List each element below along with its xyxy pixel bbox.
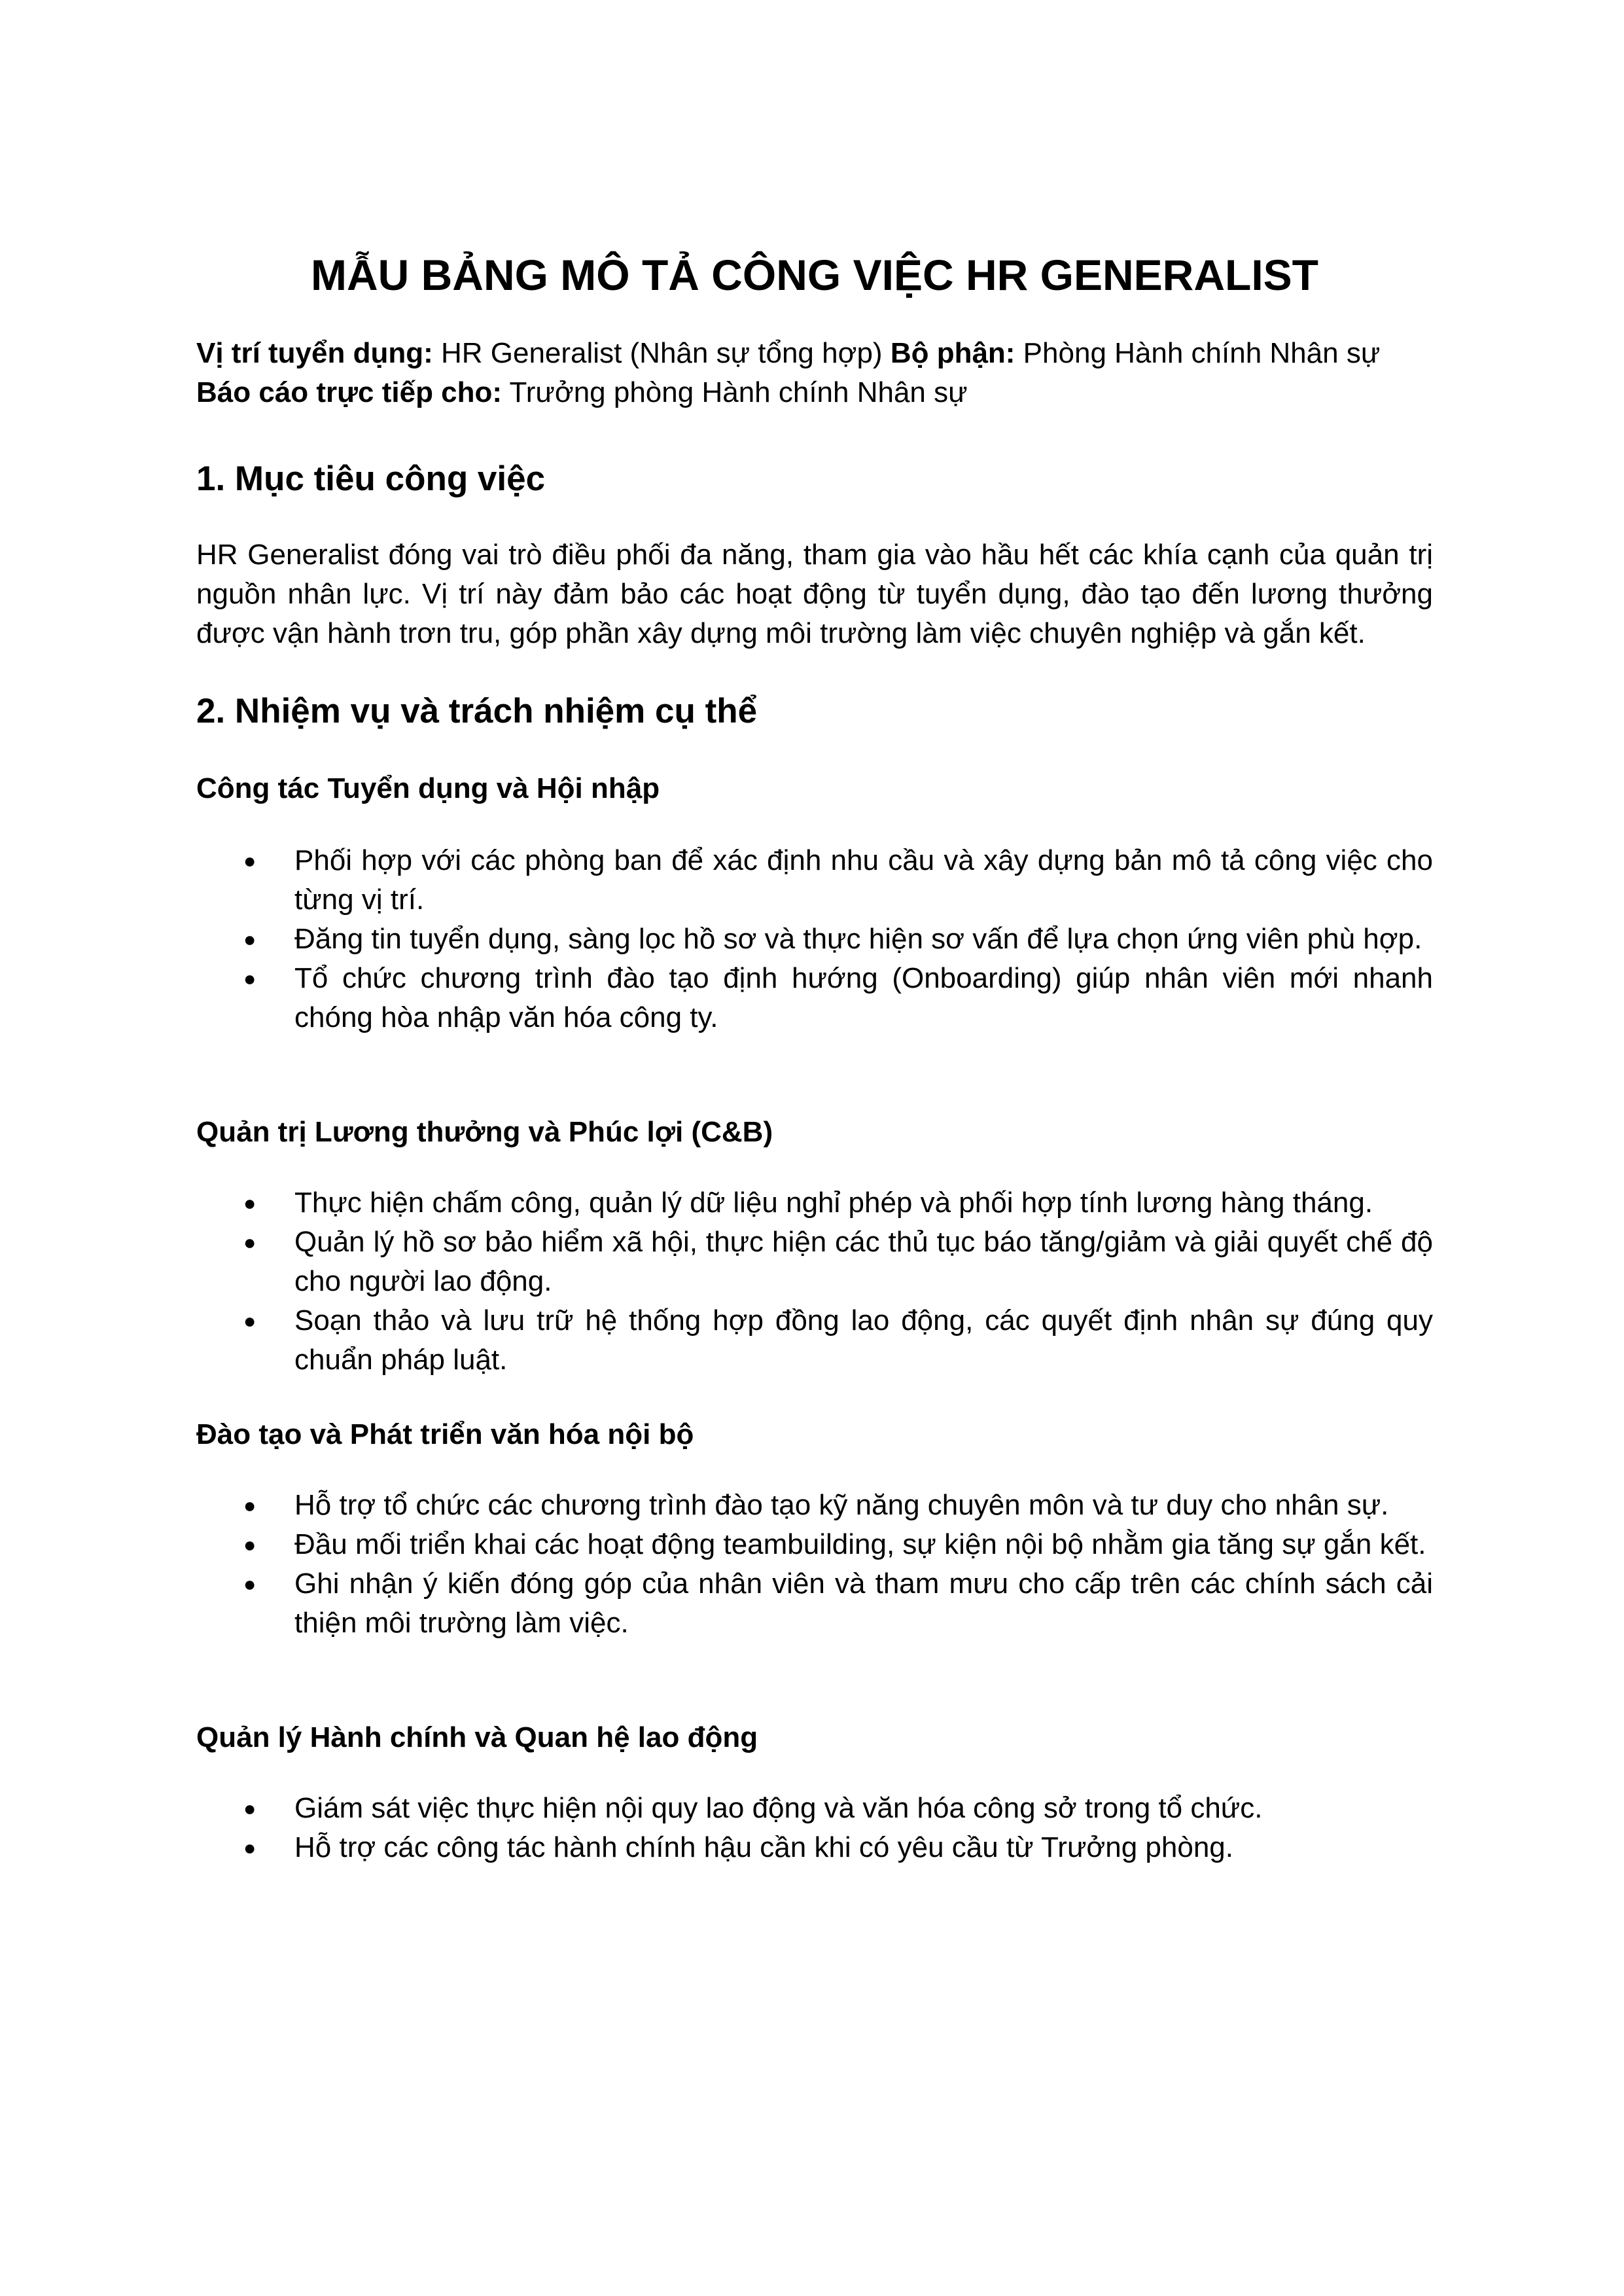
bullet-icon: ● [243,1797,256,1820]
list-item [196,1183,1433,1223]
bullet-icon: ● [243,1494,256,1517]
list-item-text: Soạn thảo và lưu trữ hệ thống hợp đồng lao động, các quyết định nhân sự đúng quy chuẩn pháp luật. [294,1304,1433,1376]
bullet-icon: ● [243,1191,256,1215]
group-heading-training: Đào tạo và Phát triển văn hóa nội bộ [196,1418,694,1450]
list-item-text: Hỗ trợ các công tác hành chính hậu cần khi có yêu cầu từ Trưởng phòng. [294,1831,1234,1863]
list-item [196,1828,1433,1867]
bullet-icon: ● [243,967,256,990]
cb-list [196,1183,1433,1380]
bullet-icon: ● [243,1572,256,1596]
bullet-icon: ● [243,1836,256,1859]
list-item-text: Hỗ trợ tổ chức các chương trình đào tạo kỹ năng chuyên môn và tư duy cho nhân sự. [294,1489,1389,1521]
bullet-icon: ● [243,927,256,951]
group-heading-cb: Quản trị Lương thưởng và Phúc lợi (C&B) [196,1116,773,1148]
bullet-icon: ● [243,849,256,872]
list-item [196,1789,1433,1828]
group-heading-recruitment: Công tác Tuyển dụng và Hội nhập [196,772,660,804]
section-1-title: 1. Mục tiêu công việc [196,459,546,498]
section-2-title: 2. Nhiệm vụ và trách nhiệm cụ thể [196,692,758,730]
department-label: Bộ phận: [890,337,1015,369]
list-item-text: Đăng tin tuyển dụng, sàng lọc hồ sơ và thực hiện sơ vấn để lựa chọn ứng viên phù hợp. [294,923,1422,955]
job-info [196,334,1433,412]
bullet-icon: ● [243,1533,256,1556]
bullet-icon: ● [243,1230,256,1254]
list-item [196,1525,1433,1564]
document-title: MẪU BẢNG MÔ TẢ CÔNG VIỆC HR GENERALIST [310,251,1318,299]
section-1-paragraph: HR Generalist đóng vai trò điều phối đa năng, tham gia vào hầu hết các khía cạnh của quản trị nguồn nhân lực. Vị trí này đảm bảo các hoạt động từ tuyển dụng, đào tạo đến lương thưởng được vận hành trơn tru, góp phần xây dựng môi trường làm việc chuyên nghiệp và gắn kết. [196,539,1433,649]
recruitment-list [196,841,1433,1037]
department-value: Phòng Hành chính Nhân sự [1015,337,1381,369]
report-value: Trưởng phòng Hành chính Nhân sự [502,376,968,408]
list-item [196,1486,1433,1525]
list-item-text: Phối hợp với các phòng ban để xác định nhu cầu và xây dựng bản mô tả công việc cho từng vị trí. [294,844,1433,916]
position-value: HR Generalist (Nhân sự tổng hợp) [432,337,891,369]
list-item [196,841,1433,920]
group-heading-administration: Quản lý Hành chính và Quan hệ lao động [196,1721,758,1753]
list-item-text: Ghi nhận ý kiến đóng góp của nhân viên và tham mưu cho cấp trên các chính sách cải thiện môi trường làm việc. [294,1568,1433,1639]
list-item-text: Tổ chức chương trình đào tạo định hướng (Onboarding) giúp nhân viên mới nhanh chóng hòa nhập văn hóa công ty. [294,962,1433,1033]
report-label: Báo cáo trực tiếp cho: [196,376,503,408]
position-label: Vị trí tuyển dụng: [196,337,433,369]
training-list [196,1486,1433,1643]
list-item-text: Quản lý hồ sơ bảo hiểm xã hội, thực hiện các thủ tục báo tăng/giảm và giải quyết chế độ cho người lao động. [294,1226,1433,1297]
list-item [196,1223,1433,1301]
list-item [196,1301,1433,1380]
administration-list [196,1789,1433,1867]
list-item [196,1564,1433,1643]
list-item-text: Thực hiện chấm công, quản lý dữ liệu nghỉ phép và phối hợp tính lương hàng tháng. [294,1187,1373,1219]
list-item-text: Đầu mối triển khai các hoạt động teambuilding, sự kiện nội bộ nhằm gia tăng sự gắn kết. [294,1528,1426,1560]
list-item-text: Giám sát việc thực hiện nội quy lao động và văn hóa công sở trong tổ chức. [294,1792,1263,1824]
list-item [196,959,1433,1037]
bullet-icon: ● [243,1309,256,1333]
list-item [196,920,1433,959]
